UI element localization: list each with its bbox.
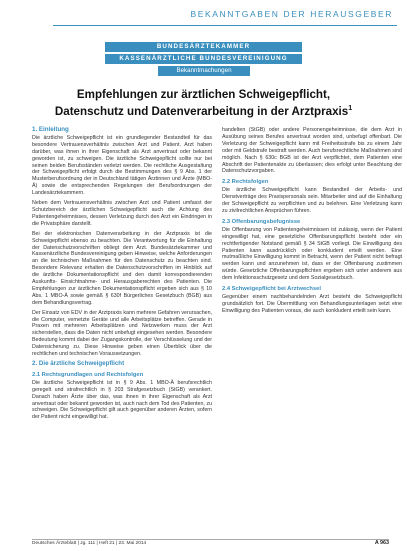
paragraph: Gegenüber einem nachbehandelnden Arzt besteht die Schweigepflicht grundsätzlich fort. Die Übermittlung von Behandlungsunterlagen setzt eine Einwilligung des Patienten voraus, die auch konkludent erteilt sein kann. [222,293,402,314]
paragraph: Die ärztliche Schweigepflicht ist ein grundlegender Bestandteil für das besondere Vertrauensverhältnis zwischen Arzt und Patient. Arzt haben darüber, was ihnen in ihrer Eigenschaft als Arzt anvertraut oder bekannt geworden ist, zu schweigen. Die ärztliche Schweigepflicht sollte nur bei seinen beiden Berufsständen verletzt werden. Die rechtliche Ausgestaltung der Schweigepflicht erfolgt durch die Bestimmungen des § 9 Abs. 1 der Musterberufsordnung der in Deutschland tätigen Ärztinnen und Ärzte (MBO-Ä) sowie die entsprechenden Regelungen der Berufsordnungen der Landesärztekammern. [32,134,212,197]
paragraph: Die Offenbarung von Patientengeheimnissen ist zulässig, wenn der Patient eingewilligt hat, eine gesetzliche Offenbarungspflicht besteht oder ein rechtfertigender Notstand gemäß § 34 StGB vorliegt. Die Einwilligung des Patienten kann ausdrücklich oder konkludent erteilt werden. Eine mutmaßliche Einwilligung kommt in Betracht, wenn der Patient nicht befragt werden kann und anzunehmen ist, dass er der Offenbarung zustimmen würde. Gesetzliche Offenbarungspflichten ergeben sich unter anderem aus dem Infektionsschutzgesetz und dem Sozialgesetzbuch. [222,226,402,282]
heading-offenbarung: 2.3 Offenbarungsbefugnisse [222,218,301,225]
paragraph: Die ärztliche Schweigepflicht kann Bestandteil der Arbeits- und Dienstverträge des Praxispersonals sein. Mitarbeiter sind auf die Einhaltung der Schweigepflicht zu verpflichten und zu belehren. Eine Verletzung kann zu zivilrechtlichen Ansprüchen führen. [222,187,402,214]
heading-rechtsgrundlagen: 2.1 Rechtsgrundlagen und Rechtsfolgen [32,371,144,378]
footer-rule [32,539,389,540]
paragraph: Bei der elektronischen Datenverarbeitung in der Arztpraxis ist die Schweigepflicht ebenso zu beachten. Die Verantwortung für die Einhaltung der Datenschutzvorschriften obliegt dem Arzt. Bundesärztekammer und Kassenärztliche Bundesvereinigung geben Hinweise, welche Anforderungen an die technischen Maßnahmen für den Datenschutz zu beachten sind. Besondere Relevanz erhalten die Datenschutzvorschriften im Hinblick auf die ärztliche Dokumentationspflicht und den damit korrespondierenden Auskunfts- Einsichtnahme- und Herausgaberechten des Patienten. Die Empfehlungen zur ärztlichen Dokumentationspflicht ergeben sich aus § 10 Abs. 1 MBO-Ä sowie gemäß § 630f Bürgerliches Gesetzbuch (BGB) aus dem Behandlungsvertrag. [32,230,212,306]
left-column [32,127,212,424]
heading-rechtsfolgen: 2.2 Rechtsfolgen [222,179,269,186]
section-header: BEKANNTGABEN DER HERAUSGEBER [190,9,393,19]
footer-journal: Deutsches Ärzteblatt | Jg. 111 | Heft 21 | 23. Mai 2014 [32,541,147,546]
title-line-1: Empfehlungen zur ärztlichen Schweigepflicht, [76,88,331,101]
article-title [30,88,377,118]
header-rule [53,25,397,26]
banner-kbv: KASSENÄRZTLICHE BUNDESVEREINIGUNG [105,54,302,64]
heading-einleitung: 1. Einleitung [32,126,69,133]
banner-tag: Bekanntmachungen [158,66,250,76]
paragraph: handelten (StGB) oder andere Personengeheimnisse, die dem Arzt in Ausübung seines Berufes anvertraut worden sind, unbefugt offenbart. Die Verletzung der Schweigepflicht kann mit Freiheitsstrafe bis zu einem Jahr oder mit Geldstrafe bestraft werden. Auch berufsrechtliche Maßnahmen sind möglich. Nach § 630c BGB ist der Arzt verpflichtet, dem Patienten eine Abschrift der Patientenakte zu überlassen; dies erfolgt unter Beachtung der Datenschutzvorgaben. [222,127,402,175]
heading-schweigepflicht: 2. Die ärztliche Schweigepflicht [32,360,125,367]
paragraph: Neben dem Vertrauensverhältnis zwischen Arzt und Patient umfasst der Schutzbereich der ärztlichen Schweigepflicht auch die Achtung des Patientengeheimnisses, dessen Verletzung durch den Arzt ein Eindringen in die Privatsphäre darstellt. [32,200,212,227]
title-line-2 [30,102,377,118]
page-number: A 963 [374,540,389,546]
title-footnote-mark: 1 [348,104,353,112]
title-line-2-text: Datenschutz und Datenverarbeitung in der Arztpraxis [54,104,349,118]
heading-arztwechsel: 2.4 Schweigepflicht bei Arztwechsel [222,286,322,293]
paragraph: Der Einsatz von EDV in der Arztpraxis kann mehrere Gefahren verursachen, die Computer, vernetzte Geräte und alle Arbeitsplätze betreffen. Gerade in Praxen mit mehreren Arbeitsplätzen und Netzwerken muss der Arzt sicherstellen, dass die Daten nicht unbefugt eingesehen werden. Besondere Bedeutung kommt dabei der Zugangskontrolle, der Verschlüsselung und der Datensicherung zu. Diese Hinweise geben einen Überblick über die rechtlichen und technischen Voraussetzungen. [32,309,212,358]
right-column [222,127,402,318]
banner-bundesaerztekammer: BUNDESÄRZTEKAMMER [105,42,302,52]
paragraph: Die ärztliche Schweigepflicht ist in § 9 Abs. 1 MBO-Ä berufsrechtlich geregelt und strafrechtlich in § 203 Strafgesetzbuch (StGB) verankert. Danach haben Ärzte über das, was ihnen in ihrer Eigenschaft als Arzt anvertraut oder bekannt geworden ist, auch nach dem Tod des Patienten, zu schweigen. Die Schweigepflicht gilt auch gegenüber anderen Ärzten, sofern der Patient nicht eingewilligt hat. [32,379,212,421]
